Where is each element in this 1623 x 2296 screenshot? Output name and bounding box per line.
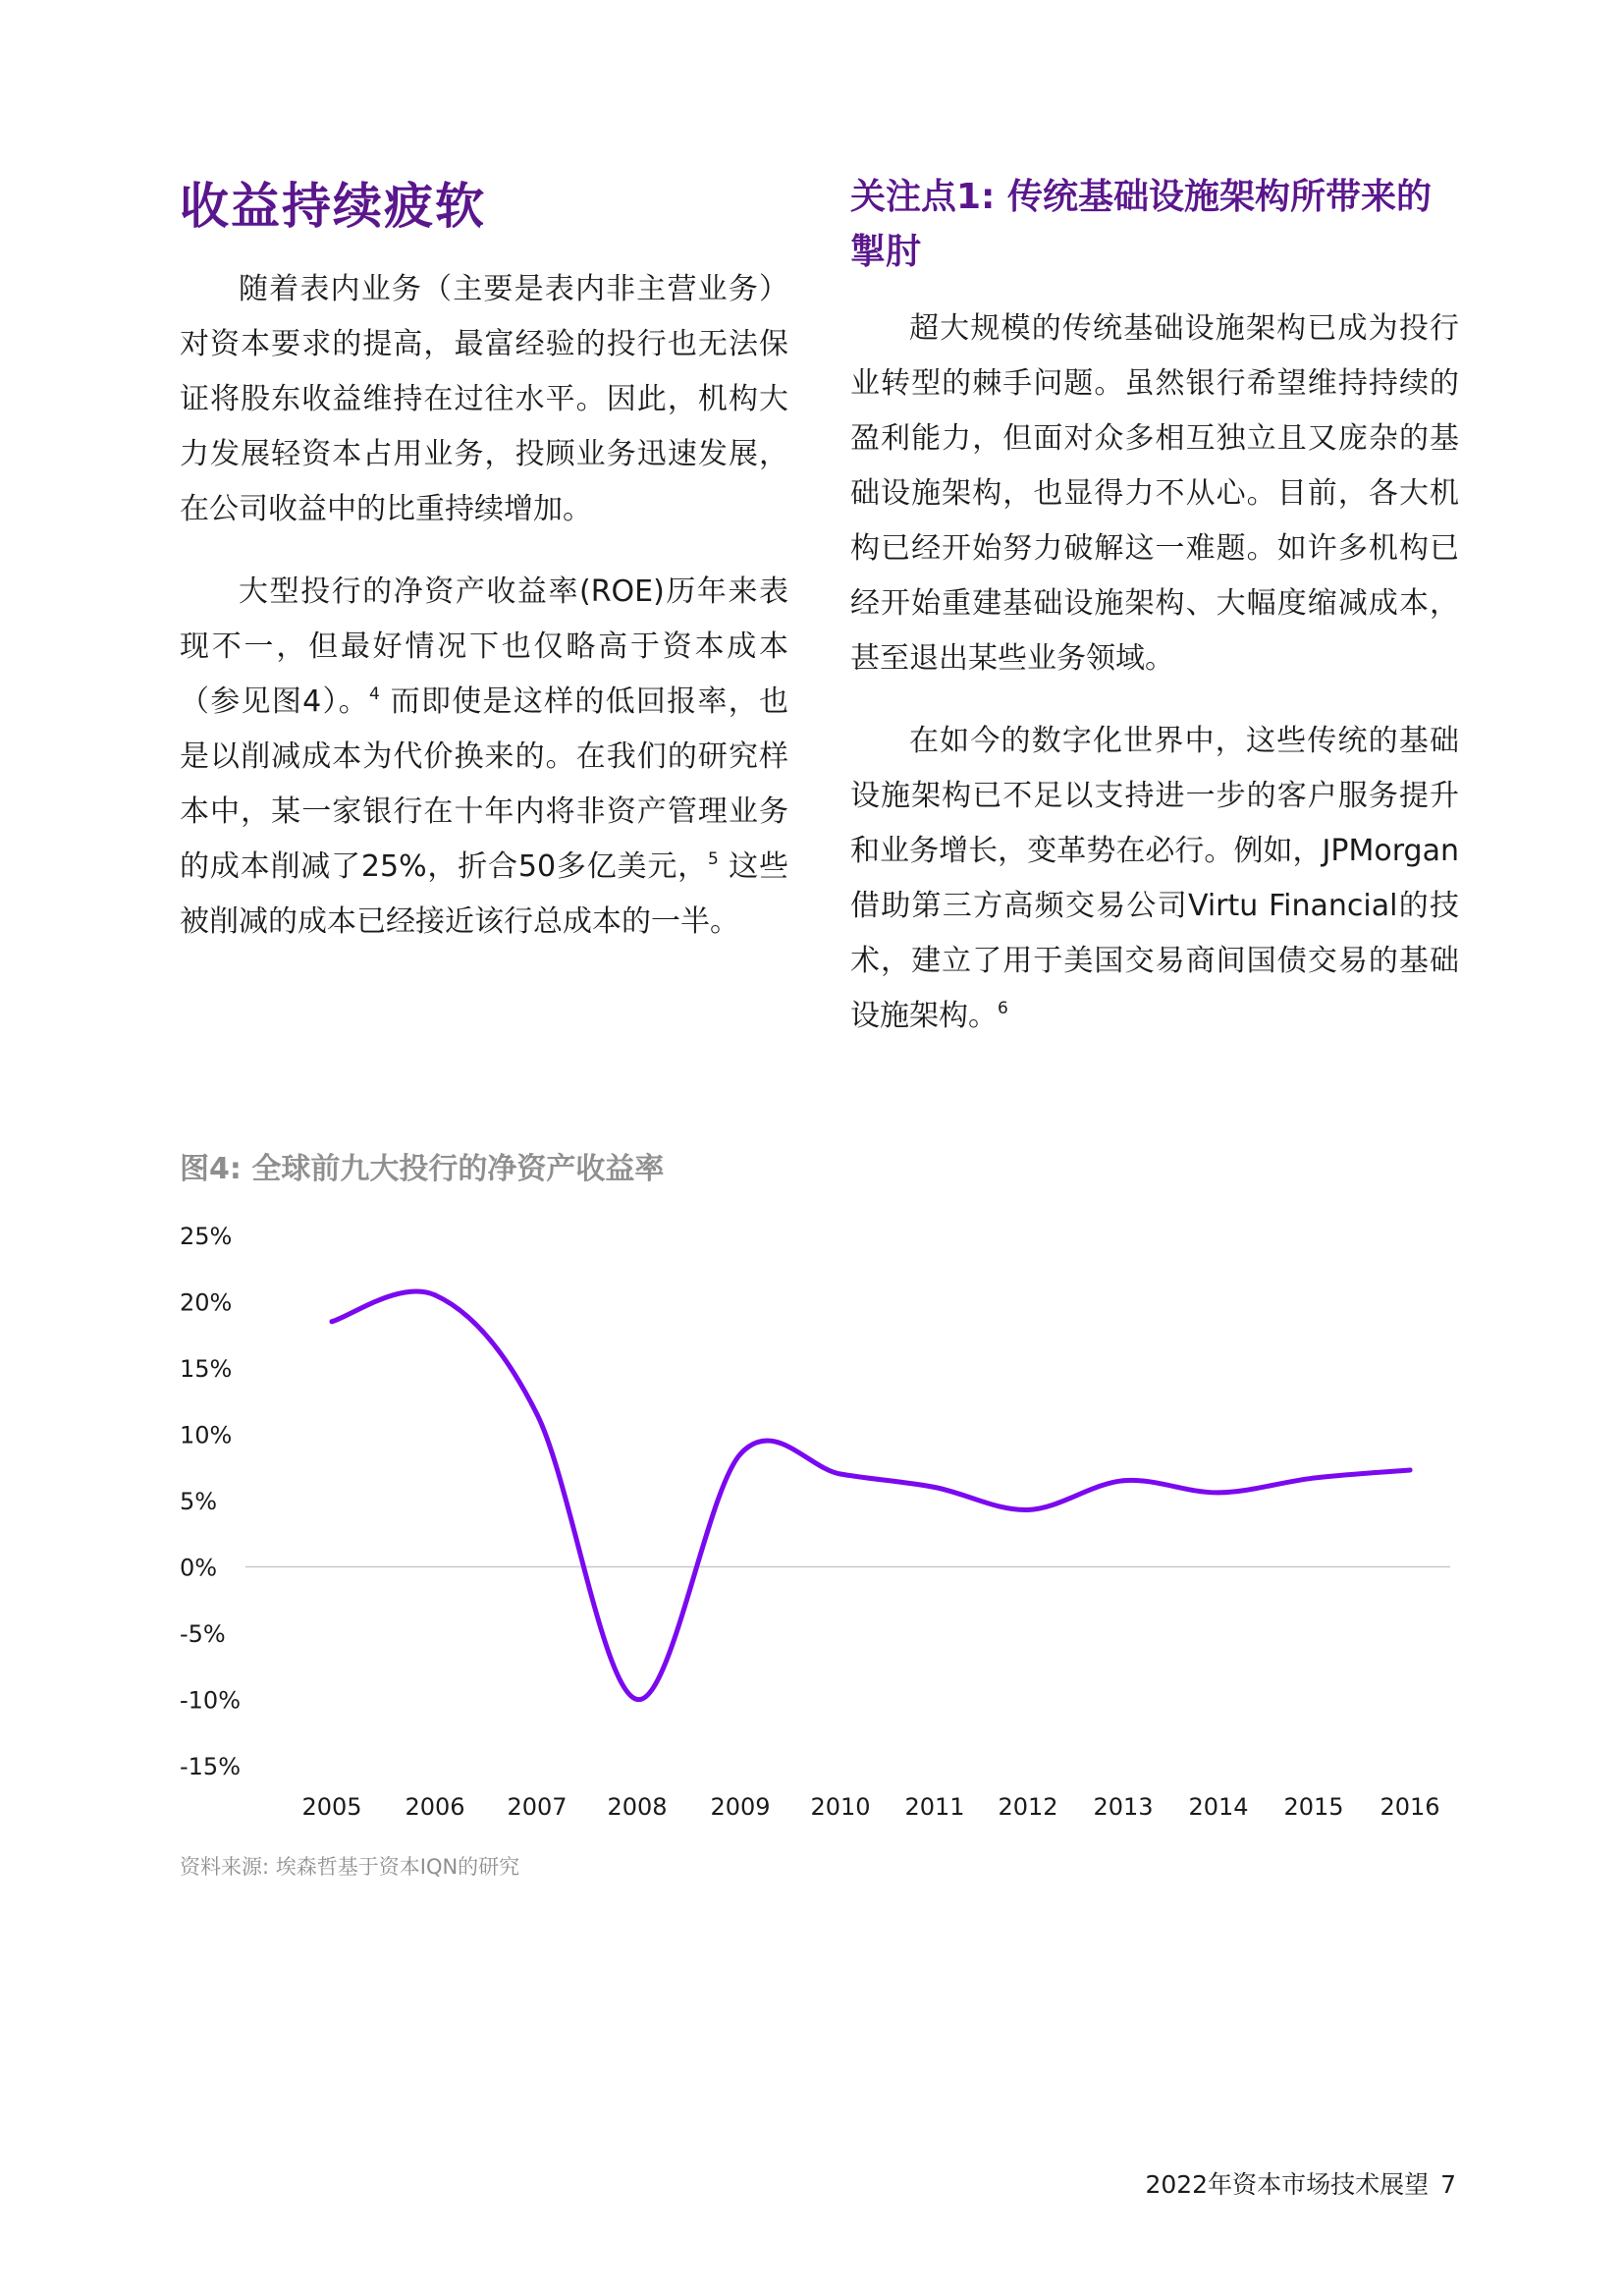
y-tick-label: -5% (180, 1620, 226, 1648)
x-tick-label: 2016 (1380, 1793, 1440, 1821)
x-tick-label: 2009 (710, 1793, 771, 1821)
page-number: 7 (1440, 2170, 1456, 2199)
roe-data-point (738, 1451, 743, 1456)
roe-data-point (330, 1319, 335, 1324)
right-paragraph-2-text: 在如今的数字化世界中，这些传统的基础设施架构已不足以支持进一步的客户服务提升和业务增长，变革势在必行。例如，JPMorgan借助第三方高频交易公司Virtu Financial的技术，建立了用于美国交易商间国债交易的基础设施架构。 (850, 724, 1459, 1033)
y-tick-label: 25% (180, 1223, 233, 1250)
x-tick-label: 2006 (405, 1793, 465, 1821)
footnote-ref-4[interactable]: 4 (369, 684, 380, 704)
right-paragraph-1: 超大规模的传统基础设施架构已成为投行业转型的棘手问题。虽然银行希望维持持续的盈利能力，但面对众多相互独立且又庞杂的基础设施架构，也显得力不从心。目前，各大机构已经开始努力破解这一难题。如许多机构已经开始重建基础设施架构、大幅度缩减成本，甚至退出某些业务领域。 (850, 311, 1459, 676)
chart-title: 图4: 全球前九大投行的净资产收益率 (180, 1152, 665, 1186)
x-tick-label: 2015 (1283, 1793, 1344, 1821)
roe-data-point (933, 1485, 938, 1490)
roe-data-point (535, 1412, 540, 1417)
roe-data-point (433, 1292, 438, 1297)
roe-data-point (1026, 1507, 1031, 1512)
x-tick-label: 2005 (301, 1793, 362, 1821)
x-tick-label: 2011 (904, 1793, 965, 1821)
left-paragraph-2-part-c: 这些被削减的成本已经接近该行总成本的一半。 (180, 849, 788, 939)
footnote-ref-6[interactable]: 6 (998, 999, 1008, 1018)
roe-data-point (635, 1697, 640, 1702)
y-tick-label: 20% (180, 1288, 233, 1317)
x-tick-label: 2014 (1188, 1793, 1249, 1821)
x-tick-label: 2012 (998, 1793, 1058, 1821)
roe-data-point (839, 1472, 843, 1477)
y-tick-label: 15% (180, 1355, 233, 1383)
page-footer (1145, 2165, 1456, 2201)
subsection-heading: 关注点1: 传统基础设施架构所带来的掣肘 (850, 177, 1432, 272)
left-paragraph-2-part-b: 而即使是这样的低回报率，也是以削减成本为代价换来的。在我们的研究样本中，某一家银行在十年内将非资产管理业务的成本削减了25%，折合50多亿美元， (180, 684, 788, 884)
roe-series-line (332, 1291, 1410, 1700)
roe-data-point (1217, 1490, 1221, 1495)
roe-data-point (1408, 1467, 1413, 1472)
source-note: 资料来源: 埃森哲基于资本IQN的研究 (180, 1855, 520, 1879)
left-paragraph-2-part-a: 大型投行的净资产收益率(ROE)历年来表现不一，但最好情况下也仅略高于资本成本（参见图4）。 (180, 574, 788, 719)
x-tick-label: 2013 (1093, 1793, 1154, 1821)
y-tick-label: -10% (180, 1686, 242, 1715)
section-heading: 收益持续疲软 (180, 178, 486, 235)
roe-data-point (1121, 1478, 1126, 1483)
y-tick-label: -15% (180, 1753, 242, 1780)
y-tick-label: 10% (180, 1421, 233, 1449)
left-paragraph-1: 随着表内业务（主要是表内非主营业务）对资本要求的提高，最富经验的投行也无法保证将股东收益维持在过往水平。因此，机构大力发展轻资本占用业务，投顾业务迅速发展，在公司收益中的比重持续增加。 (180, 272, 788, 526)
x-tick-label: 2007 (507, 1793, 568, 1821)
roe-data-point (1312, 1476, 1317, 1481)
x-tick-label: 2010 (810, 1793, 871, 1821)
y-tick-label: 5% (180, 1488, 218, 1515)
x-tick-label: 2008 (607, 1793, 668, 1821)
y-tick-label: 0% (180, 1554, 218, 1582)
footer-title: 2022年资本市场技术展望 (1145, 2170, 1430, 2199)
footnote-ref-5[interactable]: 5 (707, 849, 719, 869)
